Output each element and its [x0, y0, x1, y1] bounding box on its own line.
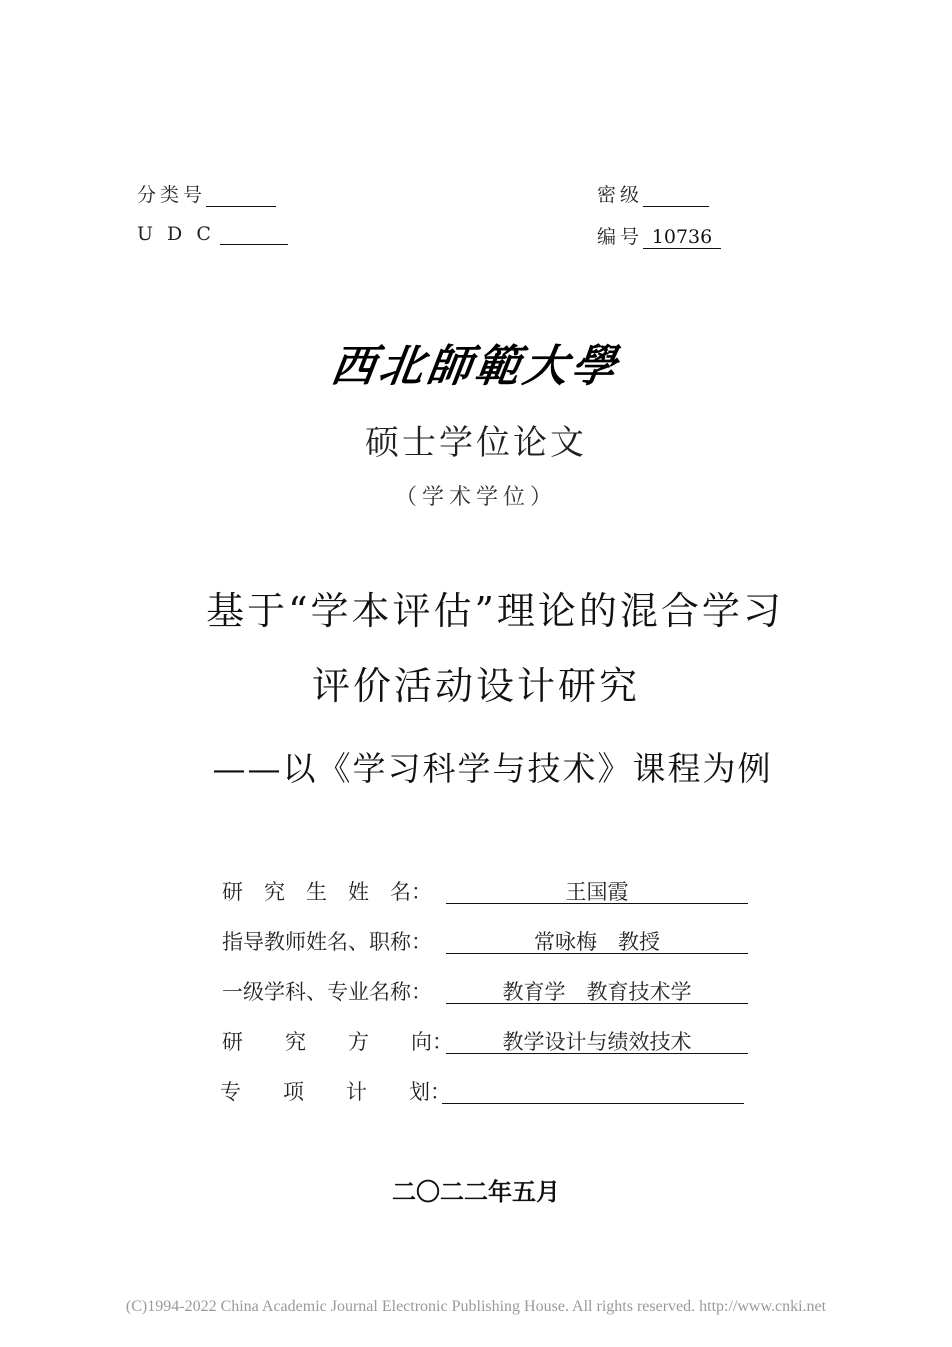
- thesis-subtitle: ——以《学习科学与技术》课程为例: [212, 749, 773, 788]
- secrecy-value: [643, 184, 709, 207]
- advisor-row: [222, 926, 752, 962]
- degree-title: 硕士学位论文: [365, 423, 587, 463]
- copyright-footer: (C)1994-2022 China Academic Journal Electronic Publishing House. All rights reserved. http://www.cnki.net: [125, 1298, 827, 1315]
- thesis-date: 二〇二二年五月: [392, 1178, 560, 1206]
- secrecy-label: 密级: [597, 184, 644, 206]
- direction-row: [222, 1026, 752, 1062]
- number-value: 10736: [643, 226, 721, 249]
- udc-value: [220, 222, 288, 245]
- degree-type: （学术学位）: [394, 485, 557, 510]
- discipline-value: 教育学 教育技术学: [446, 976, 748, 1004]
- university-logo: 西北師範大學: [327, 341, 623, 392]
- student-label: 研 究 生 姓 名：: [222, 880, 432, 904]
- advisor-label: 指导教师姓名、职称：: [222, 930, 432, 954]
- thesis-title-line1: 基于“学本评估”理论的混合学习: [206, 589, 784, 633]
- classification-value: [206, 184, 276, 207]
- student-value: 王国霞: [446, 876, 748, 904]
- project-label: 专 项 计 划：: [220, 1080, 451, 1104]
- student-row: [222, 876, 752, 912]
- udc-label: U D C: [137, 223, 215, 245]
- udc-field: [137, 222, 288, 245]
- thesis-title-line2: 评价活动设计研究: [311, 664, 640, 708]
- project-value: [442, 1076, 744, 1104]
- discipline-label: 一级学科、专业名称：: [222, 980, 432, 1004]
- direction-label: 研 究 方 向：: [222, 1030, 453, 1054]
- discipline-row: [222, 976, 752, 1012]
- advisor-value: 常咏梅 教授: [446, 926, 748, 954]
- direction-value: 教学设计与绩效技术: [446, 1026, 748, 1054]
- number-field: [597, 222, 721, 249]
- secrecy-field: [597, 180, 709, 207]
- classification-label: 分类号: [137, 184, 207, 206]
- project-row: [220, 1076, 750, 1112]
- classification-field: [137, 180, 276, 207]
- number-label: 编号: [597, 226, 644, 248]
